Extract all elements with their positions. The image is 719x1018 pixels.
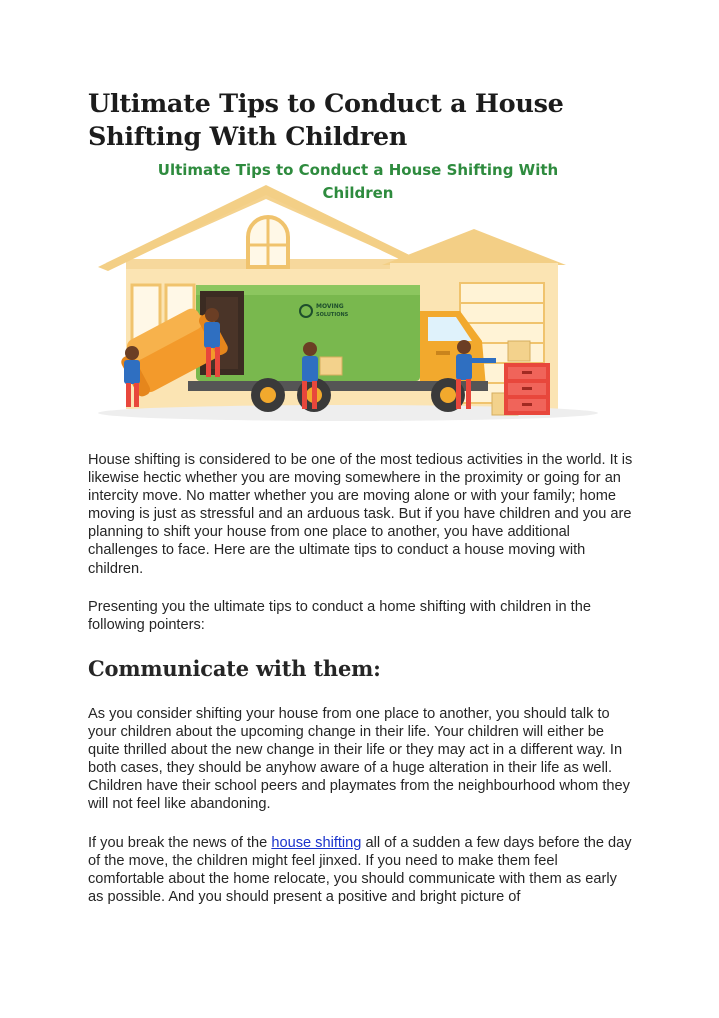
hero-banner-title-line-1: Ultimate Tips to Conduct a House Shifting With bbox=[157, 161, 559, 179]
house-shifting-link[interactable]: house shifting bbox=[271, 835, 362, 851]
cabinet-icon bbox=[504, 363, 550, 415]
communicate-paragraph-1: As you consider shifting your house from one place to another, you should talk to your children about the upcoming change in their life. Your children will either be quite thrilled about the new change in their life or they may act in a different way. In both cases, they should be anyhow aware of a huge alteration in their life as well. Children have their school peers and playmates from the neighbourhood whom they will not feel like abandoning. bbox=[88, 706, 630, 813]
paragraph-text: If you break the news of the bbox=[88, 835, 272, 851]
intro-paragraph: House shifting is considered to be one of the most tedious activities in the world. It is likewise hectic whether you are moving somewhere in the proximity or going for an intercity move. No matter whether you are moving alone or with your family; home moving is just as stressful and an arduous task. But if you have children and you are planning to shift your house from one place to another, you have additional challenges to face. Here are the ultimate tips to conduct a house moving with children. bbox=[88, 452, 633, 577]
truck-logo-text: MOVING bbox=[316, 303, 344, 310]
svg-text:SOLUTIONS: SOLUTIONS bbox=[316, 312, 349, 318]
presenting-paragraph: Presenting you the ultimate tips to conduct a home shifting with children in the following pointers: bbox=[88, 599, 591, 634]
paragraph-text: all of a sudden a few days before the day of the move, the children might feel jinxed. If you need to make them feel comfortable about the home relocate, you should communicate with them as early as possible. And you should present a positive and bright picture of bbox=[88, 835, 632, 906]
article-title bbox=[88, 88, 648, 154]
hero-illustration bbox=[88, 155, 628, 430]
communicate-paragraph-2 bbox=[88, 834, 636, 906]
hero-banner-title bbox=[88, 159, 628, 205]
section-heading-communicate: Communicate with them: bbox=[88, 656, 381, 681]
hero-banner-title-line-2: Children bbox=[322, 184, 394, 202]
article-title-line-1: Ultimate Tips to Conduct a House bbox=[88, 89, 564, 119]
article-title-line-2: Shifting With Children bbox=[88, 122, 408, 152]
